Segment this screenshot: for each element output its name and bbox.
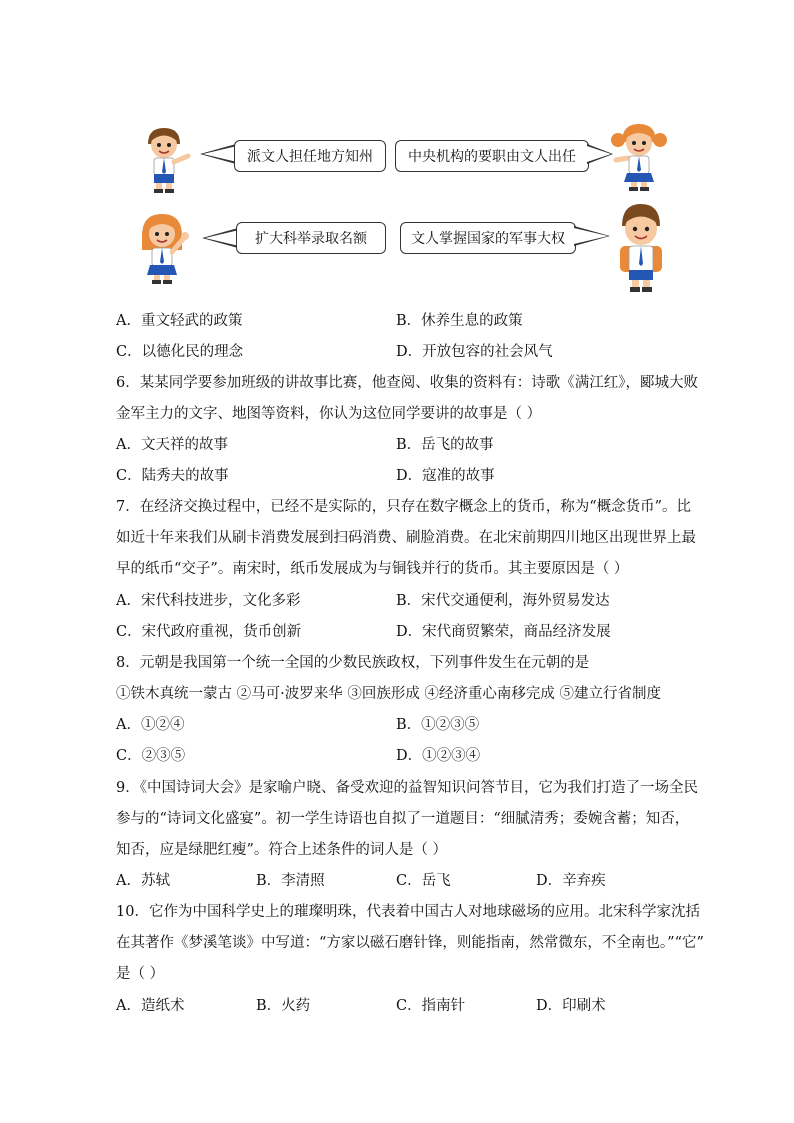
q9-option-d: D．辛弃疾 xyxy=(536,873,606,889)
q5-option-c: C．以德化民的理念 xyxy=(116,344,244,360)
q5-option-a: A．重文轻武的政策 xyxy=(116,313,243,329)
q10-option-d: D．印刷术 xyxy=(536,998,606,1014)
bubble-text: 中央机构的要职由文人出任 xyxy=(408,149,576,165)
bubble-local-governors xyxy=(234,140,386,172)
q10-stem-line-3: 是（ ） xyxy=(116,966,165,982)
q7-option-d: D．宋代商贸繁荣，商品经济发展 xyxy=(396,624,611,640)
q6-option-c: C．陆秀夫的故事 xyxy=(116,468,229,484)
q10-stem-line-1: 10．它作为中国科学史上的璀璨明珠，代表着中国古人对地球磁场的应用。北宋科学家沈括 xyxy=(116,904,700,920)
q9-stem-line-1: 9．《中国诗词大会》是家喻户晓、备受欢迎的益智知识问答节目，它为我们打造了一场全民 xyxy=(116,780,698,796)
q7-option-b: B．宋代交通便利，海外贸易发达 xyxy=(396,593,610,609)
bubble-text: 扩大科举录取名额 xyxy=(255,231,367,247)
q9-stem-line-2: 参与的“诗词文化盛宴”。初一学生诗语也自拟了一道题目：“细腻清秀；委婉含蓄；知否， xyxy=(116,811,690,827)
q6-stem-line-2: 金军主力的文字、地图等资料，你认为这位同学要讲的故事是（ ） xyxy=(116,406,542,422)
q10-stem-line-2: 在其著作《梦溪笔谈》中写道：“方家以磁石磨针锋，则能指南，然常微东，不全南也。”“它” xyxy=(116,935,704,951)
q10-option-b: B．火药 xyxy=(256,998,311,1014)
q9-option-b: B．李清照 xyxy=(256,873,325,889)
q8-option-d: D．①②③④ xyxy=(396,748,481,764)
q6-option-d: D．寇准的故事 xyxy=(396,468,495,484)
q5-option-d: D．开放包容的社会风气 xyxy=(396,344,553,360)
q7-option-a: A．宋代科技进步，文化多彩 xyxy=(116,593,301,609)
boy-student-icon xyxy=(136,124,196,194)
q9-option-a: A．苏轼 xyxy=(116,873,170,889)
q8-stem-line-1: 8．元朝是我国第一个统一全国的少数民族政权，下列事件发生在元朝的是 xyxy=(116,655,590,671)
q10-option-c: C．指南针 xyxy=(396,998,466,1014)
q7-stem-line-2: 如近十年来我们从刷卡消费发展到扫码消费、刷脸消费。在北宋前期四川地区出现世界上最 xyxy=(116,530,696,546)
bubble-text: 文人掌握国家的军事大权 xyxy=(411,231,565,247)
q9-option-c: C．岳飞 xyxy=(396,873,451,889)
q7-stem-line-1: 7．在经济交换过程中，已经不是实际的，只存在数字概念上的货币，称为“概念货币”。比 xyxy=(116,499,692,515)
bubble-text: 派文人担任地方知州 xyxy=(247,149,373,165)
girl-student-icon xyxy=(608,120,670,192)
q7-option-c: C．宋代政府重视，货币创新 xyxy=(116,624,302,640)
q8-stem-line-2: ①铁木真统一蒙古 ②马可·波罗来华 ③回族形成 ④经济重心南移完成 ⑤建立行省制度 xyxy=(116,686,662,702)
students-dialogue-illustration xyxy=(130,118,672,296)
q6-option-b: B．岳飞的故事 xyxy=(396,437,494,453)
q8-option-a: A．①②④ xyxy=(116,717,185,733)
q7-stem-line-3: 早的纸币“交子”。南宋时，纸币发展成为与铜钱并行的货币。其主要原因是（ ） xyxy=(116,561,629,577)
q9-stem-line-3: 知否，应是绿肥红瘦”。符合上述条件的词人是（ ） xyxy=(116,842,448,858)
q6-stem-line-1: 6．某某同学要参加班级的讲故事比赛，他查阅、收集的资料有：诗歌《满江红》，郾城大败 xyxy=(116,375,698,391)
bubble-military-power xyxy=(400,222,576,254)
q8-option-c: C．②③⑤ xyxy=(116,748,186,764)
q10-option-a: A．造纸术 xyxy=(116,998,185,1014)
q5-option-b: B．休养生息的政策 xyxy=(396,313,523,329)
girl-waving-icon xyxy=(132,210,194,286)
boy-backpack-icon xyxy=(610,202,672,294)
bubble-central-posts xyxy=(395,140,589,172)
q6-option-a: A．文天祥的故事 xyxy=(116,437,228,453)
bubble-imperial-exam-quota xyxy=(236,222,386,254)
q8-option-b: B．①②③⑤ xyxy=(396,717,480,733)
